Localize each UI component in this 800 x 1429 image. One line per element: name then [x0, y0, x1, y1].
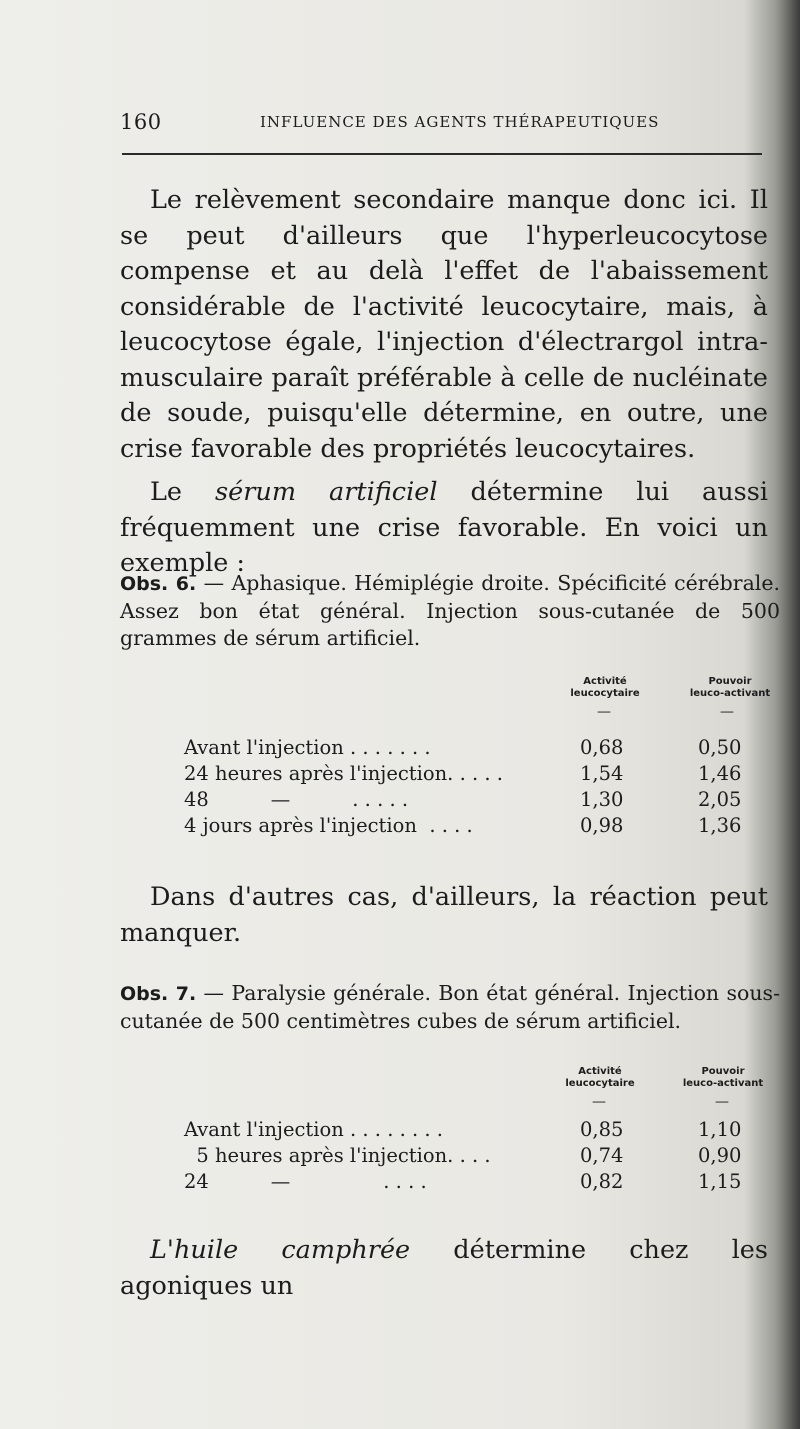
- camphor-oil-term: L'huile camphrée: [150, 1235, 411, 1265]
- obs6-label: Obs. 6.: [120, 573, 197, 595]
- table1-dash-2: —: [720, 704, 734, 720]
- table-row: 24 — . . . . 0,82 1,15: [184, 1170, 742, 1193]
- observation-6: Obs. 6. — Aphasique. Hémiplégie droite. Spécificité cérébrale. Assez bon état général. Injection sous-cutanée de 500 grammes de sérum artificiel.: [120, 571, 780, 650]
- paragraph-3: Dans d'autres cas, d'ailleurs, la réaction peut manquer.: [120, 882, 768, 948]
- table2-col2-header: Pouvoir leuco-activant: [682, 1066, 764, 1089]
- serum-term: sérum artificiel: [215, 477, 438, 507]
- header-rule: [122, 153, 762, 155]
- table-row: Avant l'injection . . . . . . . 0,68 0,50: [184, 736, 742, 759]
- table-row: 24 heures après l'injection. . . . . 1,54 1,46: [184, 762, 742, 785]
- table-obs6: [120, 676, 780, 846]
- table-row: 5 heures après l'injection. . . . 0,74 0,90: [184, 1144, 742, 1167]
- table1-col2-header: Pouvoir leuco-activant: [689, 676, 771, 699]
- table-row: Avant l'injection . . . . . . . . 0,85 1,10: [184, 1118, 742, 1141]
- table-row: 48 — . . . . . 1,30 2,05: [184, 788, 742, 811]
- table-obs7: [120, 1066, 780, 1206]
- paragraph-2: Le sérum artificiel détermine lui aussi fréquemment une crise favorable. En voici un exemple :: [120, 477, 768, 578]
- table2-dash-2: —: [715, 1094, 729, 1110]
- page-number: 160: [120, 110, 162, 134]
- paragraph-4: L'huile camphrée détermine chez les agoniques un: [120, 1235, 768, 1301]
- running-head: INFLUENCE DES AGENTS THÉRAPEUTIQUES: [260, 113, 660, 131]
- obs7-label: Obs. 7.: [120, 983, 197, 1005]
- table1-col1-header: Activité leucocytaire: [570, 676, 640, 699]
- table2-dash-1: —: [592, 1094, 606, 1110]
- paragraph-1: Le relèvement secondaire manque donc ici. Il se peut d'ailleurs que l'hyperleucocytose compense et au delà l'effet de l'abaissement considérable de l'activité leucocytaire, mais, à leucocytose égale, l'injection d'électrargol intra-musculaire paraît préférable à celle de nucléinate de soude, puisqu'elle détermine, en outre, une crise favorable des propriétés leucocytaires.: [120, 185, 768, 464]
- table-row: 4 jours après l'injection . . . . 0,98 1,36: [184, 814, 742, 837]
- table1-dash-1: —: [597, 704, 611, 720]
- observation-7: Obs. 7. — Paralysie générale. Bon état général. Injection sous-cutanée de 500 centimètres cubes de sérum artificiel.: [120, 981, 780, 1033]
- table2-col1-header: Activité leucocytaire: [565, 1066, 635, 1089]
- page-header: [120, 110, 760, 140]
